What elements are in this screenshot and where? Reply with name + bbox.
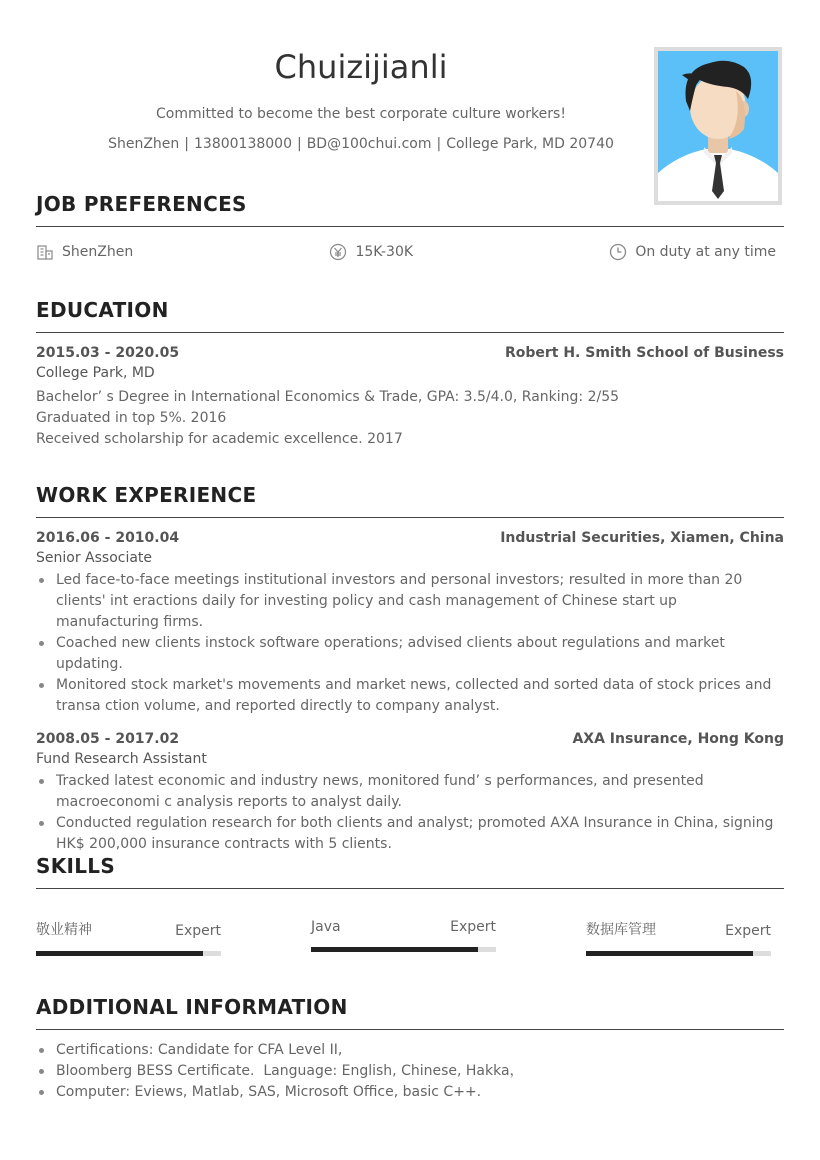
list-item: Tracked latest economic and industry news, monitored fund’ s performances, and presented macroeconomi c analysis reports to analyst daily. [36, 771, 784, 813]
candidate-name: Chuizijianli [274, 48, 448, 86]
work-experience-section [36, 483, 784, 855]
pref-location [36, 243, 133, 261]
skill-name: 数据库管理 [586, 922, 656, 938]
detail-line: Received scholarship for academic excellence. 2017 [36, 431, 403, 447]
skill-bar [311, 947, 496, 952]
yen-coin-icon [329, 243, 347, 261]
skill-level: Expert [450, 919, 496, 935]
entry-location: College Park, MD [36, 365, 155, 381]
contact-phone: 13800138000 [194, 136, 292, 152]
skills-row [36, 919, 784, 956]
list-item: Coached new clients instock software operations; advised clients about regulations and market updating. [36, 633, 784, 675]
entry-bullets [36, 771, 784, 855]
work-entry [36, 731, 784, 855]
contact-email[interactable]: BD@100chui.com [306, 136, 432, 152]
additional-bullets [36, 1040, 784, 1103]
detail-line: Bachelor’ s Degree in International Economics & Trade, GPA: 3.5/4.0, Ranking: 2/55 [36, 389, 620, 405]
work-entry [36, 530, 784, 717]
entry-dates: 2015.03 - 2020.05 [36, 345, 180, 361]
pref-availability-text: On duty at any time [635, 244, 776, 260]
contact-separator: | [184, 136, 189, 152]
section-title: SKILLS [36, 854, 784, 889]
skill-bar-fill [36, 951, 203, 956]
skill-head [36, 919, 221, 939]
entry-school: Robert H. Smith School of Business [504, 345, 784, 361]
list-item: Conducted regulation research for both clients and analyst; promoted AXA Insurance in China, signing HK$ 200,000 insurance contracts with 5 clients. [36, 813, 784, 855]
skill-level: Expert [725, 923, 771, 939]
skills-section [36, 854, 784, 956]
contact-address: College Park, MD 20740 [446, 136, 614, 152]
pref-availability [609, 243, 776, 261]
entry-dates: 2016.06 - 2010.04 [36, 530, 180, 546]
entry-header [36, 530, 784, 546]
entry-role: Fund Research Assistant [36, 751, 207, 767]
skill-bar-fill [311, 947, 478, 952]
entry-company: AXA Insurance, Hong Kong [572, 731, 784, 747]
education-entry [36, 345, 784, 450]
entry-role: Senior Associate [36, 550, 153, 566]
education-section [36, 298, 784, 450]
profile-photo [654, 47, 782, 205]
skill-level: Expert [175, 923, 221, 939]
skill-item [586, 919, 771, 956]
avatar-illustration [658, 51, 778, 201]
contact-separator: | [436, 136, 442, 152]
contact-separator: | [296, 136, 302, 152]
list-item: Computer: Eviews, Matlab, SAS, Microsoft Office, basic C++. [36, 1082, 784, 1103]
list-item: Certifications: Candidate for CFA Level II, [36, 1040, 784, 1061]
skill-item [311, 919, 496, 956]
entry-company: Industrial Securities, Xiamen, China [500, 530, 784, 546]
section-title: WORK EXPERIENCE [36, 483, 784, 518]
list-item: Bloomberg BESS Certificate. Language: English, Chinese, Hakka， [36, 1061, 784, 1082]
building-icon [36, 243, 54, 261]
job-preferences-section [36, 192, 784, 261]
entry-header [36, 345, 784, 361]
list-item: Monitored stock market's movements and market news, collected and sorted data of stock prices and transa ction volume, and reported directly to company analyst. [36, 675, 784, 717]
contact-city: ShenZhen [108, 136, 180, 152]
section-title: EDUCATION [36, 298, 784, 333]
skill-bar-fill [586, 951, 753, 956]
skill-head [586, 919, 771, 939]
detail-line: Graduated in top 5%. 2016 [36, 410, 227, 426]
pref-salary [329, 243, 413, 261]
tagline: Committed to become the best corporate culture workers! [156, 106, 566, 122]
pref-salary-text: 15K-30K [355, 244, 414, 260]
preferences-row [36, 243, 784, 261]
entry-dates: 2008.05 - 2017.02 [36, 731, 180, 747]
skill-bar [36, 951, 221, 956]
skill-name: 敬业精神 [36, 922, 92, 938]
list-item: Led face-to-face meetings institutional investors and personal investors; resulted in more than 20 clients' int eractions daily for investing policy and cash management of Chinese start up manufacturing firms. [36, 570, 784, 633]
skill-name: Java [311, 919, 341, 935]
additional-information-section [36, 995, 784, 1103]
clock-icon [609, 243, 627, 261]
skill-item [36, 919, 221, 956]
entry-bullets [36, 570, 784, 717]
skill-head [311, 919, 496, 935]
pref-location-text: ShenZhen [62, 244, 134, 260]
section-title: JOB PREFERENCES [36, 192, 784, 227]
contact-line [36, 136, 686, 152]
skill-bar [586, 951, 771, 956]
entry-details [36, 387, 784, 450]
section-title: ADDITIONAL INFORMATION [36, 995, 784, 1030]
entry-header [36, 731, 784, 747]
